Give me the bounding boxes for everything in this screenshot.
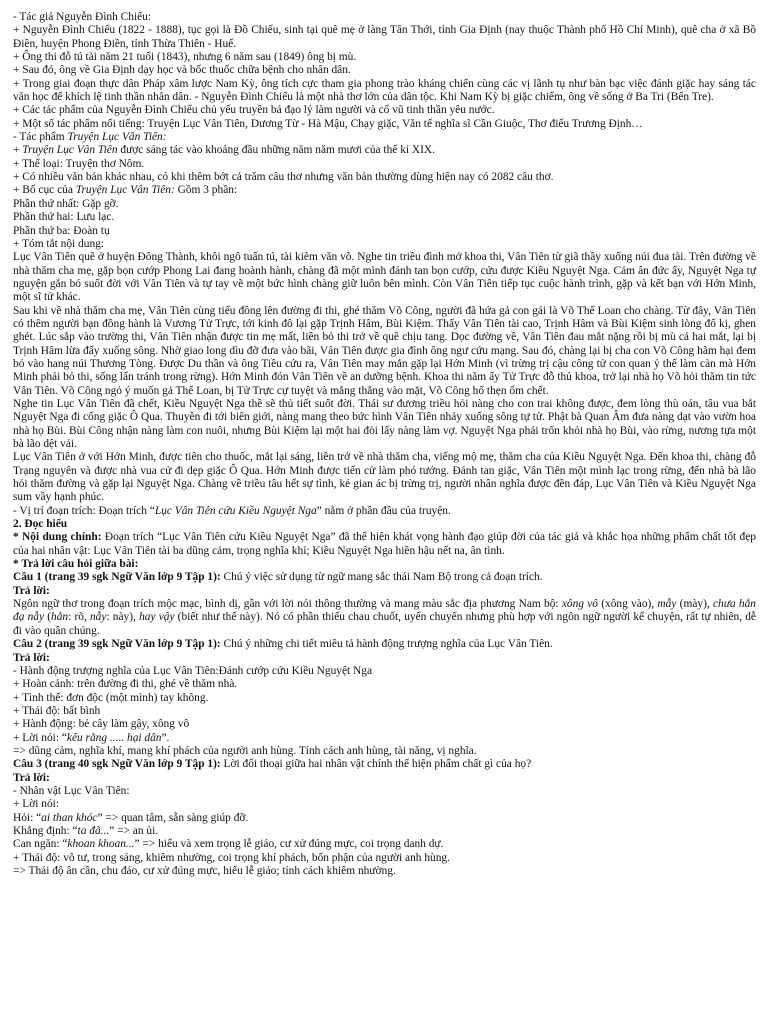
text-run: - Hành động trượng nghĩa của Lục Vân Tiên:Đánh cướp cứu Kiều Nguyệt Nga — [13, 664, 373, 677]
text-run: (biết như thế này). Nó có phần thiếu chau chuốt, uyển chuyển nhưng phù hợp với ngôn ngữ người kể chuyện, rất tự nhiên, dễ đi vào quần chúng. — [13, 611, 756, 637]
text-run: ” => hiểu và xem trọng lễ giáo, cư xử đúng mực, coi trọng danh dự. — [134, 838, 444, 851]
text-run: => Thái độ ân cần, chu đáo, cư xử đúng mực, hiểu lễ giáo; tính cách khiêm nhường. — [13, 865, 396, 877]
text-paragraph — [13, 798, 756, 811]
text-paragraph — [13, 732, 756, 745]
text-run: Ngôn ngữ thơ trong đoạn trích mộc mạc, bình dị, gần với lời nói thông thường và mang màu sắc địa phương Nam bộ: — [13, 598, 562, 611]
text-run: + Thể loại: Truyện thơ Nôm. — [13, 157, 145, 170]
text-paragraph — [13, 104, 756, 117]
text-run: + Tình thế: đơn độc (một mình) tay không. — [13, 691, 209, 704]
text-paragraph — [13, 451, 756, 504]
bold-text: * Trả lời câu hỏi giữa bài: — [13, 558, 139, 571]
text-run: + — [13, 144, 23, 157]
text-run: Gồm 3 phần: — [174, 184, 238, 197]
text-run: Lục Vân Tiên ở với Hớn Minh, được tiên cho thuốc, mắt lại sáng, liền trở về nhà thăm cha, viếng mộ mẹ, thăm cha của Kiều Nguyệt Nga. Đến khoa thi, chàng đỗ Trạng nguyên và được nhà vua cử đi dẹp giặc Ô Qua. Hớn Minh được tiến cử làm phó tướng. Đánh tan giặc, Vân Tiên một mình lạc trong rừng, đến nhà bà lão hỏi thăm đường và gặp lại Nguyệt Nga. Chàng về triều tâu hết sự tình, kẻ gian ác bị trừng trị, người nhân nghĩa được đền đáp, Lục Vân Tiên và Kiều Nguyệt Nga sum vầy hạnh phúc. — [13, 451, 756, 504]
text-paragraph — [13, 211, 756, 224]
text-run: (xông vào), — [597, 598, 658, 611]
text-paragraph — [13, 251, 756, 304]
italic-text: hẳn — [51, 611, 69, 624]
text-paragraph — [13, 78, 756, 105]
text-run: + Trong giai đoạn thực dân Pháp xâm lược Nam Kỳ, ông tích cực tham gia phong trào kháng chiến cùng các vị lãnh tụ như bàn bạc việc đánh giặc hay sáng tác văn học để khích lệ tinh thần nhân dân. - Nguyễn Đình Chiểu là một nhà thơ lớn của dân tộc. Khi Nam Kỳ bị giặc chiếm, ông về sống ở Ba Tri (Bến Tre). — [13, 77, 756, 104]
text-run: + Ông thi đỗ tú tài năm 21 tuổi (1843), nhưng 6 năm sau (1849) ông bị mù. — [13, 51, 357, 64]
text-run: + Nguyễn Đình Chiểu (1822 - 1888), tục gọi là Đồ Chiểu, sinh tại quê mẹ ở làng Tân Thới, tỉnh Gia Định (nay thuộc Thành phố Hồ Chí Minh), quê cha ở xã Bồ Điền, huyện Phong Điền, tỉnh Thừa Thiên - Huế. — [13, 24, 756, 50]
text-paragraph — [13, 518, 756, 531]
text-paragraph — [13, 785, 756, 798]
text-paragraph — [13, 24, 756, 51]
text-run: Sau khi về nhà thăm cha mẹ, Vân Tiên cùng tiểu đồng lên đường đi thi, ghé thăm Võ Công, người đã hứa gả con gái là Võ Thể Loan cho chàng. Từ đây, Vân Tiên có thêm người bạn đồng hành là Vương Tử Trực, tới kinh đô lại gặp Trịnh Hâm, Bùi Kiệm. Thấy Vân Tiên tài cao, Trịnh Hâm và Bùi Kiệm sinh lòng đố kị, ghen ghét. Lúc sắp vào trường thi, Vân Tiên nhận được tin mẹ mất, liền bỏ thi trở về quê chịu tang. Dọc đường về, Vân Tiên đau mắt nặng rồi bị mù cả hai mắt, lại bị Trịnh Hâm lừa đẩy xuống sông. Nhờ giao long dìu đỡ đưa vào bãi, Vân Tiên được gia đình ông ngư cứu mạng. Sau đó, chàng lại bị cha con Võ Công hãm hại đem bỏ vào hang núi Thương Tòng. Được Du thần và ông Tiều cứu ra, Vân Tiên may mắn gặp lại Hớn Minh (vì trừng trị cậu công tử con quan ỷ thế làm càn mà Hớn Minh phải bỏ thi, sống lẩn tránh trong rừng). Hớn Minh đón Vân Tiên về an dưỡng bệnh. Khoa thi năm ấy Tử Trực đỗ thủ khoa, trở lại nhà họ Võ hỏi thăm tin tức Vân Tiên. Võ Công ngỏ ý muốn gả Thể Loan, bị Tử Trực cự tuyệt và mắng thẳng vào mặt, Võ Công hổ thẹn ốm chết. — [13, 304, 756, 397]
italic-text: ta đã... — [77, 824, 110, 837]
italic-text: khoan khoan... — [67, 838, 135, 851]
text-run: + Hoàn cảnh: trên đường đi thi, ghé về thăm nhà. — [13, 678, 238, 691]
text-run: Lục Vân Tiên quê ở huyện Đông Thành, khôi ngô tuấn tú, tài kiêm văn võ. Nghe tin triều đình mở khoa thi, Vân Tiên từ giã thầy xuống núi đua tài. Trên đường về nhà thăm cha mẹ, gặp bọn cướp Phong Lai đang hoành hành, chàng đã một mình đánh tan bọn cướp, cứu được Kiều Nguyệt Nga. Cảm ân đức ấy, Nguyệt Nga tự nguyện gắn bó suốt đời với Vân Tiên và tự tay vẽ một bức hình chàng giữ luôn bên mình. Còn Vân Tiên tiếp tục cuộc hành trình, gặp và kết bạn với Hớn Minh, một sĩ tử khác. — [13, 251, 756, 304]
text-paragraph — [13, 865, 756, 878]
text-run: + Tóm tắt nội dung: — [13, 237, 105, 250]
text-paragraph — [13, 158, 756, 171]
text-run: + Hành động: bẻ cây làm gậy, xông vô — [13, 718, 190, 731]
text-run: ” => an ủi. — [109, 824, 159, 837]
text-run: - Tác phẩm — [13, 131, 68, 144]
text-run: Can ngăn: “ — [13, 838, 68, 851]
text-paragraph — [13, 11, 756, 24]
italic-text: mẫy — [657, 598, 677, 611]
text-run: - Tác giả Nguyễn Đình Chiểu: — [13, 11, 152, 23]
text-paragraph — [13, 852, 756, 865]
text-run: + Bố cục của — [13, 184, 76, 197]
text-run: ”. — [161, 731, 170, 744]
text-paragraph — [13, 225, 756, 238]
text-paragraph — [13, 505, 756, 518]
text-run: Phần thứ hai: Lưu lạc. — [13, 211, 115, 224]
bold-text: Trả lời: — [13, 651, 50, 664]
text-paragraph — [13, 144, 756, 157]
text-paragraph — [13, 598, 756, 638]
text-run: => dũng cảm, nghĩa khí, mang khí phách của người anh hùng. Tính cách anh hùng, tài năng, vị nghĩa. — [13, 744, 477, 757]
italic-text: Truyện Lục Vân Tiên: — [75, 184, 175, 197]
text-run: + Lời nói: — [13, 798, 59, 811]
text-run: ( — [44, 611, 52, 624]
bold-text: Câu 3 (trang 40 sgk Ngữ Văn lớp 9 Tập 1): — [13, 758, 221, 771]
text-paragraph — [13, 531, 756, 558]
text-paragraph — [13, 812, 756, 825]
bold-text: 2. Đọc hiểu — [13, 518, 68, 531]
text-paragraph — [13, 652, 756, 665]
italic-text: kêu rằng ..... hại dân — [66, 731, 162, 744]
text-paragraph — [13, 118, 756, 131]
text-run: Khẳng định: “ — [13, 824, 78, 837]
text-run: được sáng tác vào khoảng đầu những năm năm mươi của thế kỉ XIX. — [117, 144, 436, 157]
text-run: - Nhân vật Lục Vân Tiên: — [13, 784, 130, 797]
text-paragraph — [13, 51, 756, 64]
text-run: Lời đối thoại giữa hai nhân vật chính thể hiện phẩm chất gì của họ? — [220, 758, 532, 771]
bold-text: Câu 2 (trang 39 sgk Ngữ Văn lớp 9 Tập 1): — [13, 638, 221, 651]
text-run: + Sau đó, ông về Gia Định dạy học và bốc thuốc chữa bệnh cho nhân dân. — [13, 64, 351, 77]
text-run: + Một số tác phẩm nổi tiếng: Truyện Lục Vân Tiên, Dương Từ - Hà Mậu, Chạy giặc, Văn tế nghĩa sĩ Cần Giuộc, Thơ điếu Trương Định… — [13, 117, 643, 130]
text-paragraph — [13, 184, 756, 197]
text-run: + Thái độ: bất bình — [13, 704, 101, 717]
italic-text: xông vô — [561, 598, 598, 611]
text-run: - Vị trí đoạn trích: Đoạn trích “ — [13, 504, 155, 517]
text-run: Chú ý những chi tiết miêu tả hành động trượng nghĩa của Lục Vân Tiên. — [220, 638, 553, 651]
text-paragraph — [13, 558, 756, 571]
text-run: + Lời nói: “ — [13, 731, 67, 744]
italic-text: Lục Vân Tiên cứu Kiều Nguyệt Nga — [154, 504, 317, 517]
text-paragraph — [13, 171, 756, 184]
italic-text: Truyện Lục Vân Tiên: — [67, 131, 167, 144]
text-run: Phần thứ nhất: Gặp gỡ. — [13, 197, 119, 210]
text-paragraph — [13, 678, 756, 691]
text-run: Nghe tin Lục Vân Tiên đã chết, Kiều Nguyệt Nga thề sẽ thủ tiết suốt đời. Thái sư đương triều hỏi nàng cho con trai không được, đem lòng thù oán, tâu vua bắt Nguyệt Nga đi cống giặc Ô Qua. Thuyền đi tới biên giới, nàng mang theo bức hình Vân Tiên nhảy xuống sông tự tử. Phật bà Quan Âm đưa nàng dạt vào vườn hoa nhà họ Bùi. Bùi Công nhận nàng làm con nuôi, nhưng Bùi Kiệm lại một hai đòi lấy nàng làm vợ. Nguyệt Nga phải trốn khỏi nhà họ Bùi, vào rừng, nương tựa một bà lão dệt vải. — [13, 397, 756, 450]
text-paragraph — [13, 692, 756, 705]
text-paragraph — [13, 838, 756, 851]
text-run: Chú ý việc sử dụng từ ngữ mang sắc thái Nam Bộ trong cả đoạn trích. — [220, 571, 543, 584]
italic-text: hay vậy — [139, 611, 175, 624]
text-run: ” => quan tâm, sẵn sàng giúp đỡ. — [97, 811, 249, 824]
text-paragraph — [13, 398, 756, 451]
text-paragraph — [13, 238, 756, 251]
text-paragraph — [13, 305, 756, 398]
text-run: Phần thứ ba: Đoàn tụ — [13, 224, 110, 237]
text-run: Đoạn trích “Lục Vân Tiên cứu Kiều Nguyệt Nga” đã thể hiện khát vọng hành đạo giúp đời của tác giả và khắc họa những phẩm chất tốt đẹp của hai nhân vật: Lục Vân Tiên tài ba dũng cảm, trọng nghĩa khí; Kiều Nguyệt Nga hiền hậu nết na, ân tình. — [13, 531, 757, 557]
text-paragraph — [13, 772, 756, 785]
text-run: : này), — [106, 611, 140, 624]
text-paragraph — [13, 131, 756, 144]
text-paragraph — [13, 825, 756, 838]
text-run: Hỏi: “ — [13, 811, 42, 824]
bold-text: Trả lời: — [13, 771, 50, 784]
text-paragraph — [13, 665, 756, 678]
text-run: + Thái độ: vô tư, trong sáng, khiêm nhường, coi trọng khí phách, bổn phận của người anh hùng. — [13, 851, 450, 864]
italic-text: chưa hẳn đạ nẫy — [13, 598, 756, 624]
text-run: ” nằm ở phần đầu của truyện. — [316, 504, 451, 517]
text-paragraph — [13, 585, 756, 598]
bold-text: * Nội dung chính: — [13, 531, 102, 544]
text-run: + Có nhiều văn bản khác nhau, có khi thêm bớt cả trăm câu thơ nhưng văn bản thường dùng hiện nay có 2082 câu thơ. — [13, 171, 554, 184]
text-paragraph — [13, 198, 756, 211]
text-run: (mày), — [676, 598, 713, 611]
bold-text: Câu 1 (trang 39 sgk Ngữ Văn lớp 9 Tập 1): — [13, 571, 221, 584]
text-paragraph — [13, 745, 756, 758]
italic-text: ai than khóc — [41, 811, 98, 824]
italic-text: nẫy — [89, 611, 107, 624]
text-paragraph — [13, 571, 756, 584]
text-run: : rõ, — [68, 611, 90, 624]
text-run: + Các tác phẩm của Nguyễn Đình Chiểu chủ yếu truyền bá đạo lý làm người và cổ vũ tinh thần yêu nước. — [13, 104, 495, 117]
text-paragraph — [13, 705, 756, 718]
text-paragraph — [13, 638, 756, 651]
italic-text: Truyện Lục Vân Tiên — [22, 144, 118, 157]
text-paragraph — [13, 758, 756, 771]
bold-text: Trả lời: — [13, 584, 50, 597]
text-paragraph — [13, 64, 756, 77]
text-paragraph — [13, 718, 756, 731]
